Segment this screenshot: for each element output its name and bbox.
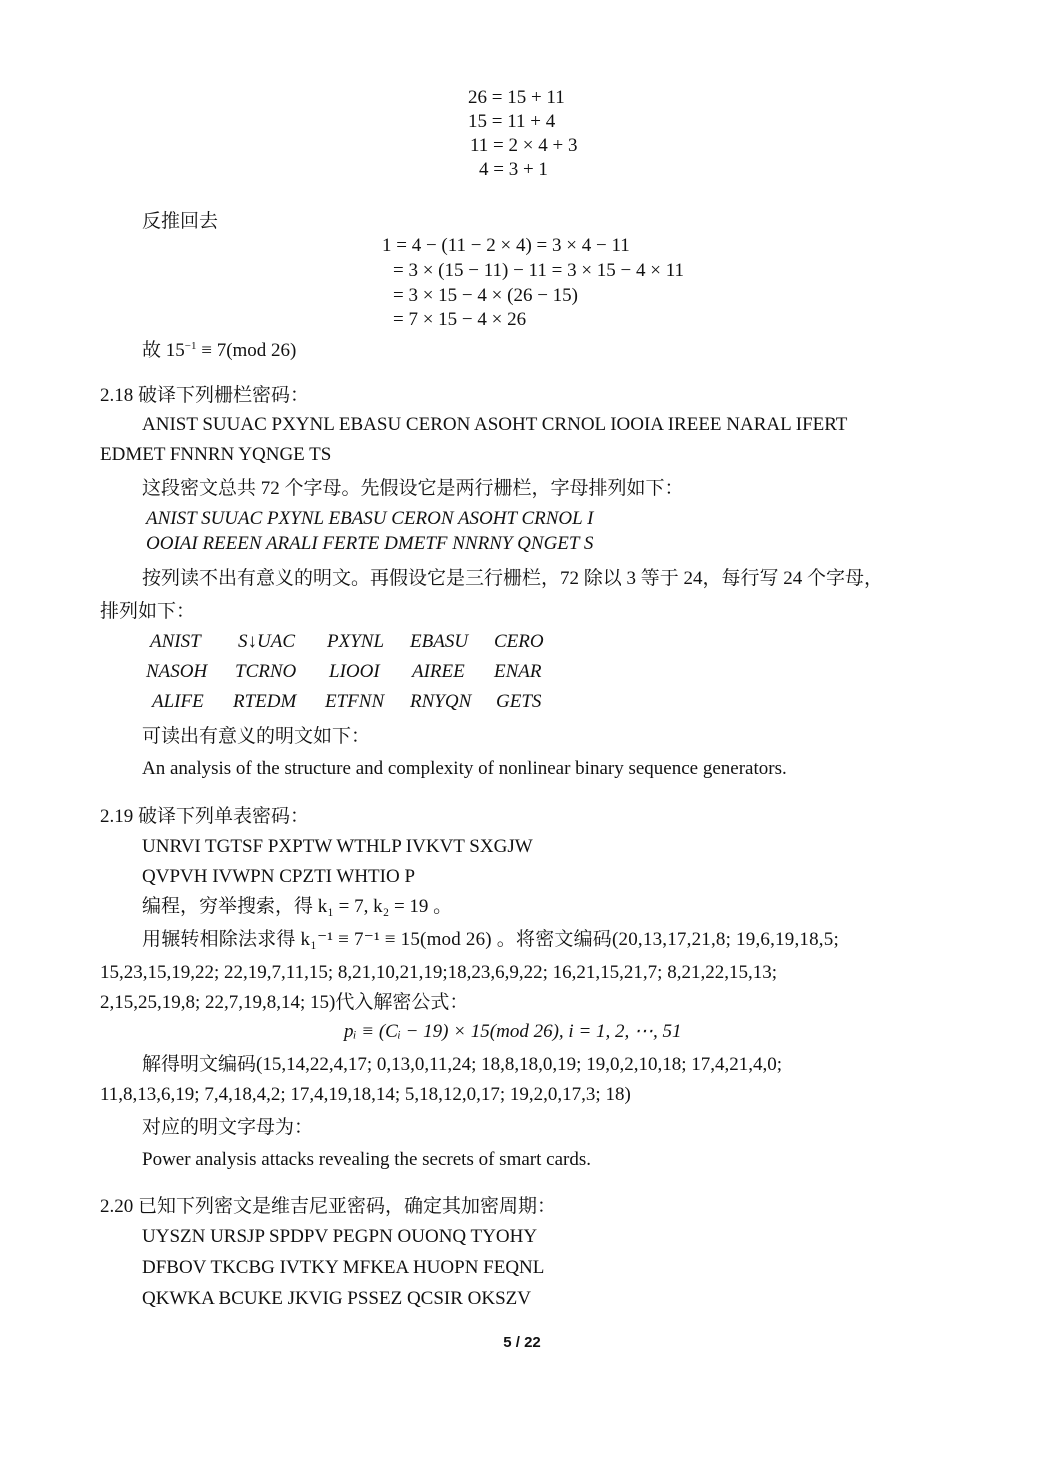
back-step: = 7 × 15 − 4 × 26 [393, 309, 527, 330]
section-title-2-19: 2.19 破译下列单表密码： [100, 806, 310, 827]
paragraph: 排列如下： [100, 601, 196, 622]
grid-cell: GETS [496, 691, 542, 712]
paragraph: 解得明文编码(15,14,22,4,17; 0,13,0,11,24; 18,8,18,0,19; 19,0,2,10,18; 17,4,21,4,0; [142, 1054, 783, 1075]
back-step: 1 = 4 − (11 − 2 × 4) = 3 × 4 − 11 [382, 235, 630, 256]
grid-cell: CERO [494, 631, 544, 652]
grid-cell: ANIST [150, 631, 201, 652]
back-step: = 3 × 15 − 4 × (26 − 15) [393, 285, 578, 306]
ciphertext-line: QKWKA BCUKE JKVIG PSSEZ QCSIR OKSZV [142, 1288, 532, 1309]
section-title-2-18: 2.18 破译下列栅栏密码： [100, 385, 310, 406]
euclid-step: 15 = 11 + 4 [468, 111, 556, 132]
decryption-formula: pᵢ ≡ (Cᵢ − 19) × 15(mod 26), i = 1, 2, ⋯, 51 [344, 1021, 682, 1042]
ciphertext-line: DFBOV TKCBG IVTKY MFKEA HUOPN FEQNL [142, 1257, 545, 1278]
rail-row: OOIAI REEEN ARALI FERTE DMETF NNRNY QNGET S [146, 533, 594, 554]
inverse-conclusion: 故 $15^{-1} \equiv 7(mod$ 26) [142, 340, 297, 361]
ciphertext-line: QVPVH IVWPN CPZTI WHTIO P [142, 866, 416, 887]
grid-cell: LIOOI [329, 661, 380, 682]
grid-cell: TCRNO [235, 661, 297, 682]
paragraph: 2,15,25,19,8; 22,7,19,8,14; 15)代入解密公式： [100, 992, 469, 1013]
ciphertext-line: UNRVI TGTSF PXPTW WTHLP IVKVT SXGJW [142, 836, 533, 857]
grid-cell: RNYQN [410, 691, 472, 712]
paragraph: 编程，穷举搜索，得 k₁ = 7, k₂ = 19 。 [142, 896, 453, 917]
paragraph: 这段密文总共 72 个字母。先假设它是两行栅栏，字母排列如下： [142, 478, 684, 499]
back-substitution-label: 反推回去 [142, 211, 219, 232]
paragraph: 对应的明文字母为： [142, 1117, 314, 1138]
euclid-step: 11 = 2 × 4 + 3 [470, 135, 578, 156]
grid-cell: ALIFE [152, 691, 204, 712]
grid-cell: S↓UAC [238, 631, 295, 652]
ciphertext-line: ANIST SUUAC PXYNL EBASU CERON ASOHT CRNOL IOOIA IREEE NARAL IFERT [142, 414, 848, 435]
paragraph: 用辗转相除法求得 k₁⁻¹ ≡ 7⁻¹ ≡ 15(mod 26) 。将密文编码(20,13,17,21,8; 19,6,19,18,5; [142, 929, 839, 950]
plaintext-answer: An analysis of the structure and complexity of nonlinear binary sequence generators. [142, 758, 787, 779]
paragraph: 15,23,15,19,22; 22,19,7,11,15; 8,21,10,21,19;18,23,6,9,22; 16,21,15,21,7; 8,21,22,15,13; [100, 962, 777, 983]
grid-cell: ENAR [494, 661, 542, 682]
section-title-2-20: 2.20 已知下列密文是维吉尼亚密码，确定其加密周期： [100, 1196, 557, 1217]
ciphertext-line: UYSZN URSJP SPDPV PEGPN OUONQ TYOHY [142, 1226, 538, 1247]
plaintext-answer: Power analysis attacks revealing the secrets of smart cards. [142, 1149, 591, 1170]
ciphertext-line: EDMET FNNRN YQNGE TS [100, 444, 332, 465]
grid-cell: NASOH [146, 661, 208, 682]
back-step: = 3 × (15 − 11) − 11 = 3 × 15 − 4 × 11 [393, 260, 685, 281]
grid-cell: ETFNN [325, 691, 385, 712]
euclid-step: 4 = 3 + 1 [479, 159, 548, 180]
paragraph: 按列读不出有意义的明文。再假设它是三行栅栏，72 除以 3 等于 24，每行写 24 个字母， [142, 568, 884, 589]
paragraph: 11,8,13,6,19; 7,4,18,4,2; 17,4,19,18,14; 5,18,12,0,17; 19,2,0,17,3; 18) [100, 1084, 631, 1105]
rail-row: ANIST SUUAC PXYNL EBASU CERON ASOHT CRNOL I [146, 508, 594, 529]
page-number: 5 / 22 [503, 1334, 541, 1351]
grid-cell: RTEDM [233, 691, 297, 712]
grid-cell: EBASU [410, 631, 469, 652]
euclid-step: 26 = 15 + 11 [468, 87, 565, 108]
grid-cell: PXYNL [327, 631, 385, 652]
grid-cell: AIREE [412, 661, 465, 682]
paragraph: 可读出有意义的明文如下： [142, 726, 371, 747]
